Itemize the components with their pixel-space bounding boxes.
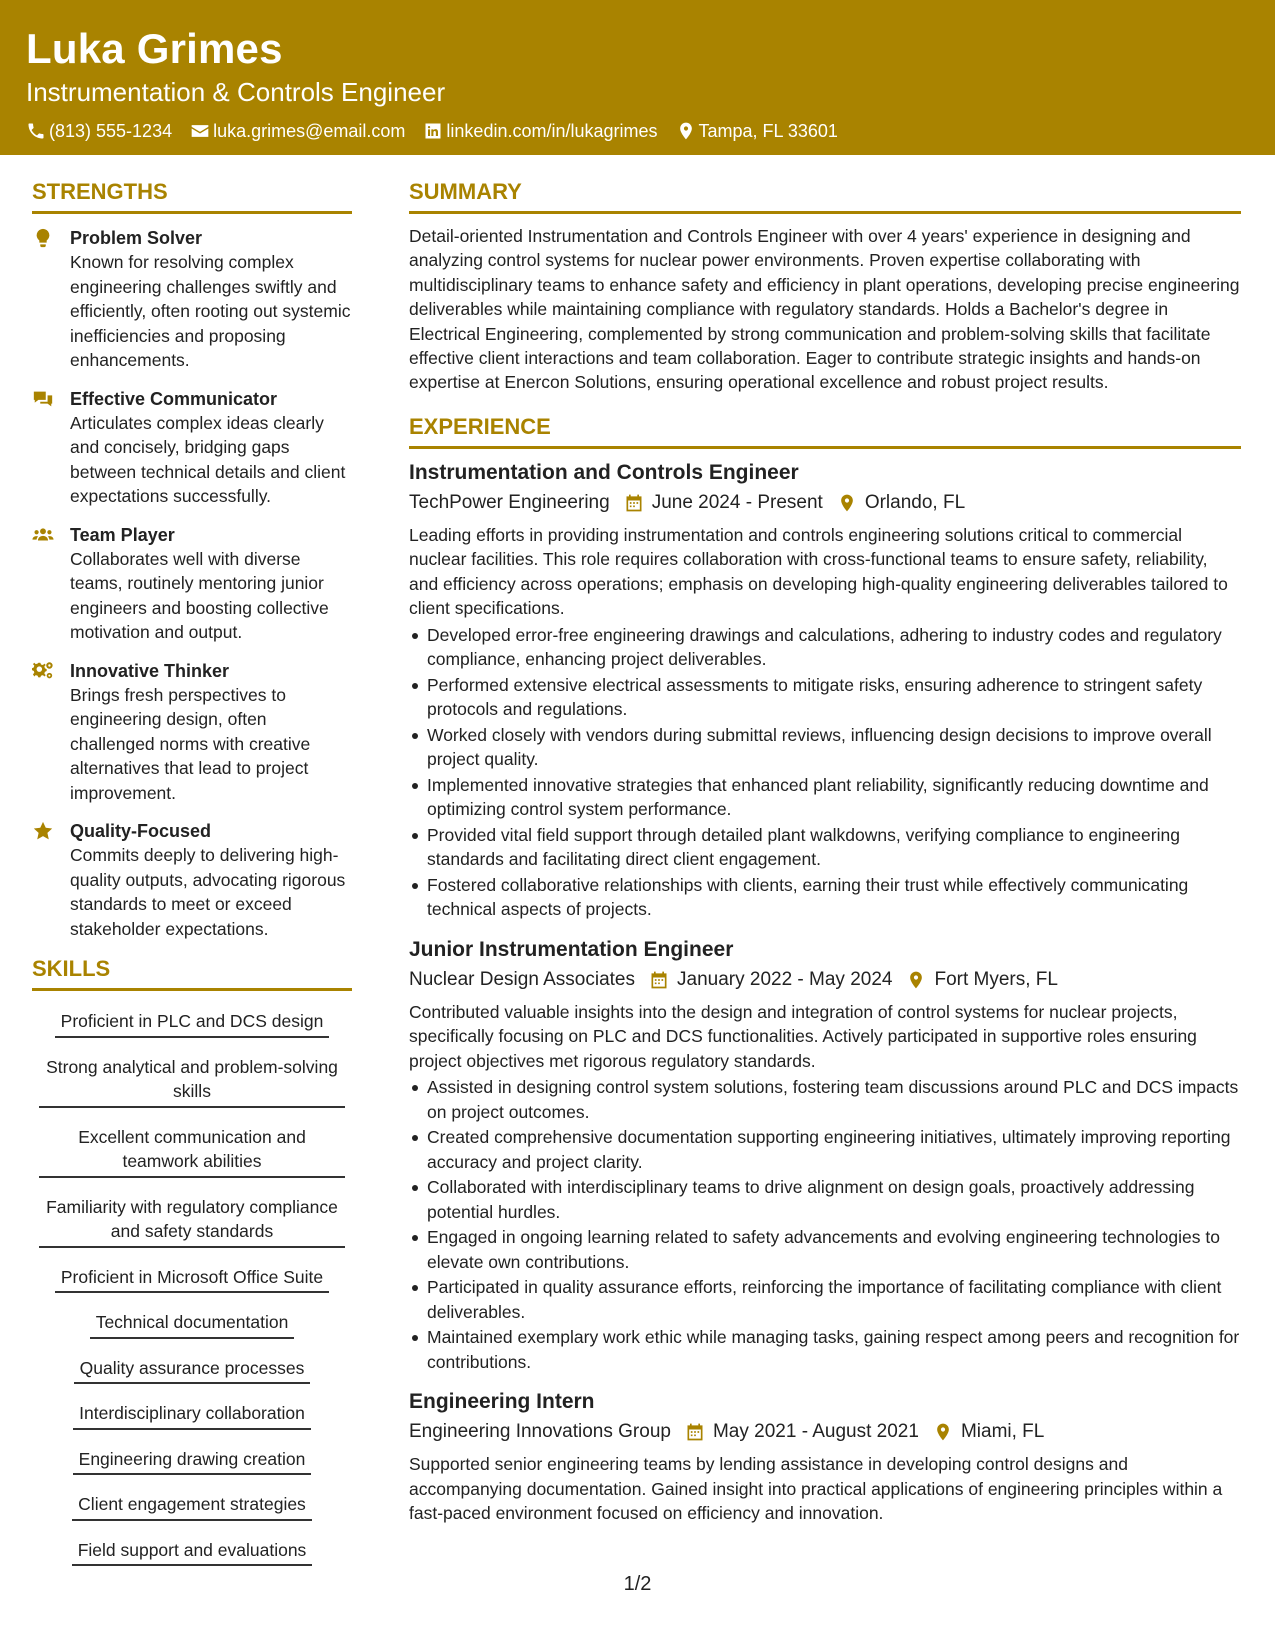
job-entry [409,1388,1241,1526]
location-text: Tampa, FL 33601 [698,121,838,141]
skill-item: Proficient in Microsoft Office Suite [55,1265,329,1294]
map-pin-icon [676,121,696,141]
job-description: Leading efforts in providing instrumentation and controls engineering solutions critical to commercial nuclear facilities. This role requires collaboration with cross-functional teams to ensure safety, reliability, and efficiency across operations; emphasis on developing high-quality engineering deliverables tailored to client specifications. [409,524,1228,619]
skill-item: Proficient in PLC and DCS design [55,1009,330,1038]
strength-desc: Known for resolving complex engineering challenges swiftly and efficiently, often rooting out systemic inefficiencies and proposing enhancements. [70,252,351,370]
map-pin-icon [906,970,926,990]
contact-location [676,120,838,142]
strengths-heading: STRENGTHS [32,178,352,214]
job-company: Engineering Innovations Group [409,1421,671,1443]
calendar-icon [685,1422,705,1442]
strength-desc: Brings fresh perspectives to engineering design, often challenged norms with creative alternatives that lead to project improvement. [70,684,311,803]
strength-title: Team Player [70,524,175,545]
strength-title: Problem Solver [70,228,203,248]
bullet-item: Implemented innovative strategies that enhanced plant reliability, significantly reducing downtime and optimizing control system performance. [409,773,1241,822]
contact-row [26,120,1249,142]
job-dates: January 2022 - May 2024 [677,968,893,990]
bullet-item: Participated in quality assurance efforts, reinforcing the importance of facilitating compliance with client deliverables. [409,1275,1241,1324]
skills-list [32,1001,352,1575]
bullet-item: Performed extensive electrical assessments to mitigate risks, ensuring adherence to stringent safety protocols and regulations. [409,673,1241,722]
candidate-name: Luka Grimes [26,25,283,72]
strength-item [32,659,352,806]
skill-item: Field support and evaluations [72,1538,313,1567]
bullet-item: Worked closely with vendors during submittal reviews, influencing design decisions to improve overall project quality. [409,723,1241,772]
strength-desc: Articulates complex ideas clearly and concisely, bridging gaps between technical details and client expectations successfully. [70,412,346,506]
strengths-list [32,226,352,941]
calendar-icon [649,970,669,990]
job-title: Instrumentation and Controls Engineer [409,460,799,484]
contact-email[interactable] [190,120,405,142]
strength-title: Innovative Thinker [70,660,230,681]
skill-item: Engineering drawing creation [73,1447,312,1476]
calendar-icon [624,493,644,513]
left-column [32,178,352,1575]
bullet-item: Maintained exemplary work ethic while managing tasks, gaining respect among peers and recognition for contributions. [409,1325,1241,1374]
bullet-item: Created comprehensive documentation supporting engineering initiatives, ultimately improving reporting accuracy and project clarity. [409,1125,1241,1174]
job-location: Miami, FL [960,1421,1045,1443]
job-dates: May 2021 - August 2021 [712,1421,919,1443]
bullet-item: Developed error-free engineering drawings and calculations, adhering to industry codes and regulatory compliance, enhancing project deliverables. [409,623,1241,672]
job-title: Junior Instrumentation Engineer [409,937,734,961]
strength-title: Effective Communicator [70,388,278,409]
linkedin-icon [423,121,443,141]
strength-item [32,523,352,645]
strength-desc: Commits deeply to delivering high-quality outputs, advocating rigorous standards to meet or exceed stakeholder expectations. [70,845,346,939]
skill-item: Technical documentation [90,1310,295,1339]
bullet-item: Assisted in designing control system solutions, fostering team discussions around PLC and DCS impacts on project outcomes. [409,1075,1241,1124]
summary-heading: SUMMARY [409,178,1241,214]
job-dates: June 2024 - Present [651,491,823,513]
email-text: luka.grimes@email.com [213,121,406,141]
job-description: Contributed valuable insights into the design and integration of control systems for nuclear projects, specifically focusing on PLC and DCS functionalities. Actively participated in supportive roles ensuring project objectives met rigorous regulatory standards. [409,1001,1197,1071]
job-company: Nuclear Design Associates [409,968,635,990]
job-bullets [409,1075,1241,1374]
bullet-item: Provided vital field support through detailed plant walkdowns, verifying compliance to engineering standards and facilitating direct client engagement. [409,823,1241,872]
bullet-item: Collaborated with interdisciplinary teams to drive alignment on design goals, proactively addressing potential hurdles. [409,1175,1241,1224]
job-company: TechPower Engineering [409,491,610,513]
phone-text: (813) 555-1234 [49,121,173,141]
strength-title: Quality-Focused [70,821,212,841]
job-location: Fort Myers, FL [934,968,1058,990]
job-entry [409,459,1241,922]
map-pin-icon [837,493,857,513]
skills-heading: SKILLS [32,955,352,991]
strength-item [32,226,352,373]
bullet-item: Engaged in ongoing learning related to safety advancements and evolving engineering technologies to elevate own contributions. [409,1225,1241,1274]
job-bullets [409,623,1241,922]
resume-header [0,0,1275,155]
linkedin-text: linkedin.com/in/lukagrimes [446,121,658,141]
job-title: Engineering Intern [409,1390,595,1414]
job-description: Supported senior engineering teams by lending assistance in developing control designs and accompanying documentation. Gained insight into practical applications of engineering principles within a fast-paced environment focused on efficiency and innovation. [409,1454,1223,1524]
lightbulb-icon [32,227,54,249]
skill-item: Interdisciplinary collaboration [73,1401,311,1430]
page-number: 1/2 [623,1573,652,1595]
strength-item [32,387,352,509]
strength-item [32,819,352,941]
job-meta [409,490,1241,516]
contact-phone[interactable] [26,120,172,142]
envelope-icon [190,121,210,141]
map-pin-icon [933,1422,953,1442]
job-entry [409,936,1241,1375]
skill-item: Familiarity with regulatory compliance and safety standards [39,1195,345,1248]
job-location: Orlando, FL [864,491,966,513]
candidate-title: Instrumentation & Controls Engineer [26,77,446,107]
comments-icon [32,388,54,410]
star-icon [32,820,54,842]
job-meta [409,967,1241,993]
gears-icon [32,660,54,682]
skill-item: Excellent communication and teamwork abilities [39,1125,345,1178]
job-meta [409,1419,1241,1445]
summary-text: Detail-oriented Instrumentation and Controls Engineer with over 4 years' experience in designing and analyzing control systems for nuclear power environments. Proven expertise collaborating with multidisciplinary teams to enhance safety and efficiency in plant operations, developing precise engineering deliverables while maintaining compliance with regulatory standards. Holds a Bachelor's degree in Electrical Engineering, complemented by strong communication and problem-solving skills that facilitate effective client interactions and team collaboration. Eager to contribute strategic insights and hands-on expertise at Enercon Solutions, ensuring operational excellence and robust project results. [409,226,1240,393]
skill-item: Client engagement strategies [72,1492,312,1521]
contact-linkedin[interactable] [423,120,657,142]
skill-item: Strong analytical and problem-solving skills [39,1055,345,1108]
right-column [409,178,1241,1526]
experience-heading: EXPERIENCE [409,413,1241,449]
skill-item: Quality assurance processes [74,1356,311,1385]
bullet-item: Fostered collaborative relationships with clients, earning their trust while effectively communicating technical aspects of projects. [409,873,1241,922]
strength-desc: Collaborates well with diverse teams, routinely mentoring junior engineers and boosting collective motivation and output. [70,548,329,642]
phone-icon [26,121,46,141]
users-icon [32,524,54,546]
